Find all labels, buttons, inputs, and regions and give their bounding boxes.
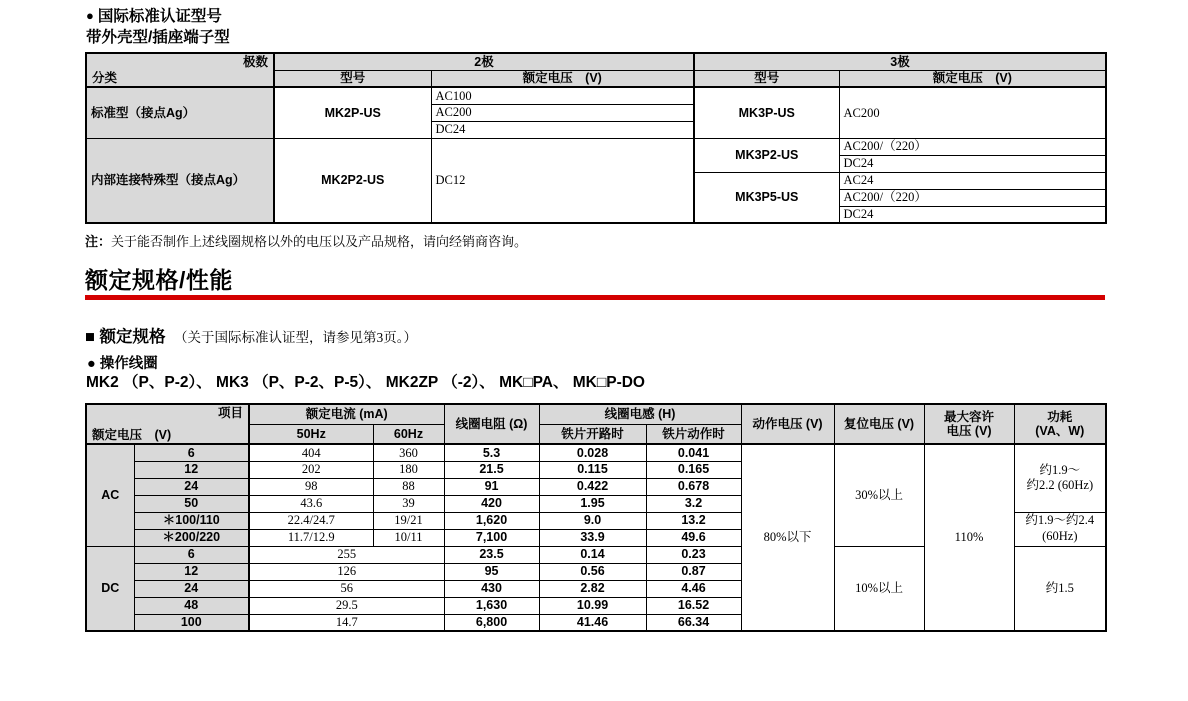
current-60hz-cell: 19/21 xyxy=(373,512,444,529)
corner-top-label: 极数 xyxy=(242,55,268,69)
category-cell: 标准型（接点Ag） xyxy=(86,87,274,138)
inductance-open-cell: 0.422 xyxy=(539,478,646,495)
model-cell: MK2P-US xyxy=(274,87,431,138)
inductance-operate-cell: 0.165 xyxy=(646,461,741,478)
inductance-operate-cell: 13.2 xyxy=(646,512,741,529)
rated-voltage-cell: 100 xyxy=(134,614,249,631)
table-row xyxy=(86,444,1106,461)
inductance-open-cell: 0.56 xyxy=(539,563,646,580)
coil-heading: ● 操作线圈 xyxy=(87,356,158,372)
current-60hz-cell: 39 xyxy=(373,495,444,512)
rated-voltage-cell: 48 xyxy=(134,597,249,614)
page-subtitle: 带外壳型/插座端子型 xyxy=(86,29,230,46)
inductance-open-cell: 1.95 xyxy=(539,495,646,512)
col-header-voltage-2p: 额定电压 (V) xyxy=(431,70,694,87)
current-60hz-cell: 360 xyxy=(373,444,444,461)
rated-voltage-cell: 12 xyxy=(134,461,249,478)
col-header-voltage-3p: 额定电压 (V) xyxy=(839,70,1106,87)
section-title: 额定规格/性能 xyxy=(85,267,233,293)
footnote-label: 注： xyxy=(85,234,112,249)
rated-voltage-cell: ＊100/110 xyxy=(134,512,249,529)
current-cell: 14.7 xyxy=(249,614,444,631)
release-voltage-dc-cell: 10%以上 xyxy=(834,546,924,631)
voltage-cell: AC200 xyxy=(431,104,694,121)
current-60hz-cell: 88 xyxy=(373,478,444,495)
footnote xyxy=(85,231,527,250)
inductance-open-cell: 0.028 xyxy=(539,444,646,461)
table-row xyxy=(86,138,1106,155)
current-cell: 126 xyxy=(249,563,444,580)
power-line1: 功耗 xyxy=(1047,409,1073,424)
intl-cert-models-table xyxy=(85,52,1107,224)
resistance-cell: 430 xyxy=(444,580,539,597)
rated-voltage-cell: 6 xyxy=(134,444,249,461)
col-header-max-voltage xyxy=(924,404,1014,444)
voltage-cell: DC24 xyxy=(839,155,1106,172)
subsection-title: ■ 额定规格 xyxy=(85,328,166,346)
model-cell: MK3P5-US xyxy=(694,172,839,223)
col-header-coil-inductance: 线圈电感 (H) xyxy=(539,404,741,424)
inductance-operate-cell: 3.2 xyxy=(646,495,741,512)
col-header-50hz: 50Hz xyxy=(249,424,373,444)
resistance-cell: 95 xyxy=(444,563,539,580)
current-cell: 56 xyxy=(249,580,444,597)
page-title xyxy=(86,5,230,27)
operate-voltage-cell: 80%以下 xyxy=(741,444,834,631)
col-header-power xyxy=(1014,404,1106,444)
dc-group-label: DC xyxy=(86,546,134,631)
rated-voltage-cell: ＊200/220 xyxy=(134,529,249,546)
max-voltage-line1: 最大容许 xyxy=(944,409,995,424)
power-line2: (VA、W) xyxy=(1035,424,1085,438)
model-cell: MK2P2-US xyxy=(274,138,431,223)
resistance-cell: 5.3 xyxy=(444,444,539,461)
model-cell: MK3P2-US xyxy=(694,138,839,172)
rated-voltage-cell: 6 xyxy=(134,546,249,563)
inductance-open-cell: 2.82 xyxy=(539,580,646,597)
resistance-cell: 23.5 xyxy=(444,546,539,563)
voltage-cell: AC200/（220） xyxy=(839,189,1106,206)
rated-voltage-cell: 24 xyxy=(134,580,249,597)
max-voltage-cell: 110% xyxy=(924,444,1014,631)
rated-specs-table xyxy=(85,403,1107,632)
inductance-open-cell: 33.9 xyxy=(539,529,646,546)
page-title-text: 国际标准认证型号 xyxy=(97,8,222,25)
current-cell: 29.5 xyxy=(249,597,444,614)
voltage-cell: AC24 xyxy=(839,172,1106,189)
resistance-cell: 420 xyxy=(444,495,539,512)
resistance-cell: 21.5 xyxy=(444,461,539,478)
voltage-cell: AC200/（220） xyxy=(839,138,1106,155)
inductance-operate-cell: 0.678 xyxy=(646,478,741,495)
inductance-operate-cell: 0.23 xyxy=(646,546,741,563)
resistance-cell: 1,620 xyxy=(444,512,539,529)
release-voltage-ac-cell: 30%以上 xyxy=(834,444,924,546)
col-header-armature-open: 铁片开路时 xyxy=(539,424,646,444)
current-50hz-cell: 404 xyxy=(249,444,373,461)
col-header-model-3p: 型号 xyxy=(694,70,839,87)
resistance-cell: 1,630 xyxy=(444,597,539,614)
rated-voltage-cell: 24 xyxy=(134,478,249,495)
voltage-cell: DC24 xyxy=(839,206,1106,223)
resistance-cell: 91 xyxy=(444,478,539,495)
corner-header-cell xyxy=(86,404,249,444)
subsection-note: （关于国际标准认证型，请参见第3页。） xyxy=(174,330,418,345)
inductance-operate-cell: 66.34 xyxy=(646,614,741,631)
inductance-open-cell: 9.0 xyxy=(539,512,646,529)
max-voltage-line2: 电压 (V) xyxy=(946,424,992,438)
rated-voltage-cell: 50 xyxy=(134,495,249,512)
resistance-cell: 7,100 xyxy=(444,529,539,546)
rated-voltage-cell: 12 xyxy=(134,563,249,580)
inductance-operate-cell: 16.52 xyxy=(646,597,741,614)
corner-bottom-label: 额定电压 (V) xyxy=(92,427,172,442)
inductance-operate-cell: 4.46 xyxy=(646,580,741,597)
voltage-cell: DC24 xyxy=(431,121,694,138)
inductance-operate-cell: 49.6 xyxy=(646,529,741,546)
current-cell: 255 xyxy=(249,546,444,563)
group-header-2pole: 2极 xyxy=(274,53,694,70)
table-row xyxy=(86,87,1106,104)
section-title-underline xyxy=(85,295,1105,300)
subsection-header xyxy=(85,323,417,347)
current-60hz-cell: 10/11 xyxy=(373,529,444,546)
col-header-release-voltage: 复位电压 (V) xyxy=(834,404,924,444)
corner-header-cell xyxy=(86,53,274,87)
power-ac-b-cell xyxy=(1014,512,1106,546)
table-header-row xyxy=(86,53,1106,70)
col-header-coil-resistance: 线圈电阻 (Ω) xyxy=(444,404,539,444)
col-header-operate-voltage: 动作电压 (V) xyxy=(741,404,834,444)
power-ac-a-cell xyxy=(1014,444,1106,512)
current-50hz-cell: 202 xyxy=(249,461,373,478)
group-header-3pole: 3极 xyxy=(694,53,1106,70)
ac-group-label: AC xyxy=(86,444,134,546)
power-ac-b-line1: 约1.9～约2.4 xyxy=(1025,513,1095,528)
inductance-operate-cell: 0.87 xyxy=(646,563,741,580)
corner-top-label: 项目 xyxy=(217,406,243,420)
power-ac-a-line2: 约2.2 (60Hz) xyxy=(1026,478,1094,493)
resistance-cell: 6,800 xyxy=(444,614,539,631)
current-50hz-cell: 22.4/24.7 xyxy=(249,512,373,529)
category-cell: 内部连接特殊型（接点Ag） xyxy=(86,138,274,223)
corner-bottom-label: 分类 xyxy=(92,70,118,85)
power-ac-b-line2: (60Hz) xyxy=(1042,529,1078,543)
inductance-operate-cell: 0.041 xyxy=(646,444,741,461)
current-50hz-cell: 11.7/12.9 xyxy=(249,529,373,546)
current-50hz-cell: 98 xyxy=(249,478,373,495)
voltage-cell: AC100 xyxy=(431,87,694,104)
power-ac-a-line1: 约1.9～ xyxy=(1039,462,1081,477)
applicable-models-line: MK2 （P、P-2）、 MK3 （P、P-2、P-5）、 MK2ZP （-2）、 MK□PA、 MK□P-DO xyxy=(86,374,645,391)
table-header-row xyxy=(86,404,1106,424)
current-60hz-cell: 180 xyxy=(373,461,444,478)
current-50hz-cell: 43.6 xyxy=(249,495,373,512)
page-title-block xyxy=(86,5,230,48)
voltage-cell: AC200 xyxy=(839,87,1106,138)
col-header-rated-current: 额定电流 (mA) xyxy=(249,404,444,424)
power-dc-cell: 约1.5 xyxy=(1014,546,1106,631)
col-header-armature-operate: 铁片动作时 xyxy=(646,424,741,444)
inductance-open-cell: 10.99 xyxy=(539,597,646,614)
footnote-text: 关于能否制作上述线圈规格以外的电压以及产品规格，请向经销商咨询。 xyxy=(111,234,528,249)
inductance-open-cell: 41.46 xyxy=(539,614,646,631)
col-header-model-2p: 型号 xyxy=(274,70,431,87)
col-header-60hz: 60Hz xyxy=(373,424,444,444)
inductance-open-cell: 0.14 xyxy=(539,546,646,563)
voltage-cell: DC12 xyxy=(431,138,694,223)
model-cell: MK3P-US xyxy=(694,87,839,138)
bullet-icon: ● xyxy=(86,8,94,23)
inductance-open-cell: 0.115 xyxy=(539,461,646,478)
